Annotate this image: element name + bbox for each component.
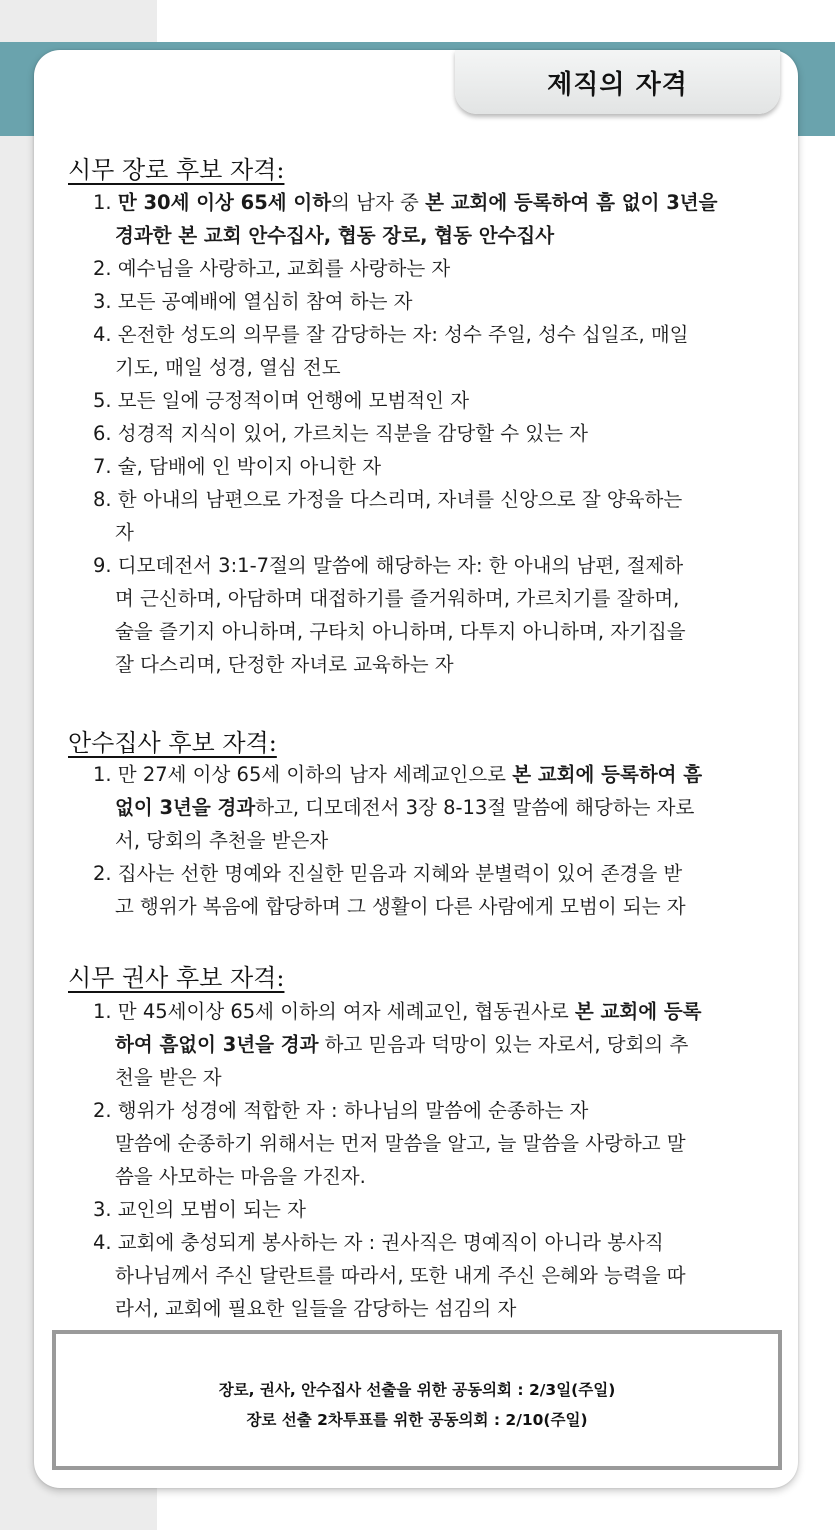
qualification-line: 4. 교회에 충성되게 봉사하는 자 : 권사직은 명예직이 아니라 봉사직 (93, 1231, 664, 1254)
emphasis-text: 본 교회에 등록하여 흠 (512, 763, 703, 786)
qualification-line: 서, 당회의 추천을 받은자 (115, 829, 329, 852)
qualification-line: 술을 즐기지 아니하며, 구타치 아니하며, 다투지 아니하며, 자기집을 (115, 620, 686, 643)
qualification-line: 3. 모든 공예배에 열심히 참여 하는 자 (93, 290, 413, 313)
emphasis-text: 본 교회에 등록 (574, 1000, 702, 1023)
qualification-line: 8. 한 아내의 남편으로 가정을 다스리며, 자녀를 신앙으로 잘 양육하는 (93, 488, 683, 511)
qualification-line: 없이 3년을 경과하고, 디모데전서 3장 8-13절 말씀에 해당하는 자로 (115, 796, 695, 819)
meeting-notice-box (52, 1330, 782, 1470)
qualification-line: 2. 행위가 성경에 적합한 자 : 하나님의 말씀에 순종하는 자 (93, 1099, 589, 1122)
qualification-line: 9. 디모데전서 3:1-7절의 말씀에 해당하는 자: 한 아내의 남편, 절제하 (93, 554, 684, 577)
qualification-line: 천을 받은 자 (115, 1066, 222, 1089)
emphasis-text: 하여 흠없이 3년을 경과 (115, 1033, 319, 1056)
page-title: 제직의 자격 (455, 50, 780, 114)
qualification-line: 잘 다스리며, 단정한 자녀로 교육하는 자 (115, 653, 454, 676)
qualification-line (115, 219, 554, 252)
qualification-line: 2. 예수님을 사랑하고, 교회를 사랑하는 자 (93, 257, 451, 280)
qualification-line: 5. 모든 일에 긍정적이며 언행에 모범적인 자 (93, 389, 470, 412)
qualification-line: 7. 술, 담배에 인 박이지 아니한 자 (93, 455, 382, 478)
section-heading: 시무 장로 후보 자격: (68, 156, 285, 184)
notice-line-1: 장로, 권사, 안수집사 선출을 위한 공동의회 : 2/3일(주일) (218, 1381, 616, 1399)
section-heading: 시무 권사 후보 자격: (68, 964, 285, 992)
qualification-line: 자 (115, 521, 134, 544)
qualification-line: 4. 온전한 성도의 의무를 잘 감당하는 자: 성수 주일, 성수 십일조, 매일 (93, 323, 689, 346)
qualification-line: 라서, 교회에 필요한 일들을 감당하는 섬김의 자 (115, 1297, 517, 1320)
section-heading: 안수집사 후보 자격: (68, 729, 277, 757)
qualification-line: 기도, 매일 성경, 열심 전도 (115, 356, 341, 379)
emphasis-text: 없이 3년을 경과 (115, 796, 256, 819)
qualification-line: 고 행위가 복음에 합당하며 그 생활이 다른 사람에게 모범이 되는 자 (115, 895, 686, 918)
qualification-line: 1. 만 45세이상 65세 이하의 여자 세례교인, 협동권사로 본 교회에 등록 (93, 1000, 702, 1023)
qualification-line: 6. 성경적 지식이 있어, 가르치는 직분을 감당할 수 있는 자 (93, 422, 589, 445)
qualification-line: 씀을 사모하는 마음을 가진자. (115, 1165, 366, 1188)
qualification-line: 1. 만 30세 이상 65세 이하의 남자 중 본 교회에 등록하여 흠 없이 3년을 (93, 191, 718, 214)
qualification-line: 말씀에 순종하기 위해서는 먼저 말씀을 알고, 늘 말씀을 사랑하고 말 (115, 1132, 686, 1155)
notice-line-2: 장로 선출 2차투표를 위한 공동의회 : 2/10(주일) (246, 1411, 588, 1429)
qualification-line: 하나님께서 주신 달란트를 따라서, 또한 내게 주신 은혜와 능력을 따 (115, 1264, 686, 1287)
emphasis-text: 경과한 본 교회 안수집사, 협동 장로, 협동 안수집사 (115, 224, 555, 247)
qualification-line: 2. 집사는 선한 명예와 진실한 믿음과 지혜와 분별력이 있어 존경을 받 (93, 862, 683, 885)
qualification-line: 3. 교인의 모범이 되는 자 (93, 1198, 306, 1221)
qualification-line: 며 근신하며, 아담하며 대접하기를 즐거워하며, 가르치기를 잘하며, (115, 587, 680, 610)
emphasis-text: 만 30세 이상 65세 이하 (117, 191, 332, 214)
qualification-line: 1. 만 27세 이상 65세 이하의 남자 세례교인으로 본 교회에 등록하여 흠 (93, 763, 703, 786)
qualification-line: 하여 흠없이 3년을 경과 하고 믿음과 덕망이 있는 자로서, 당회의 추 (115, 1033, 689, 1056)
emphasis-text: 본 교회에 등록하여 흠 없이 3년을 (425, 191, 718, 214)
